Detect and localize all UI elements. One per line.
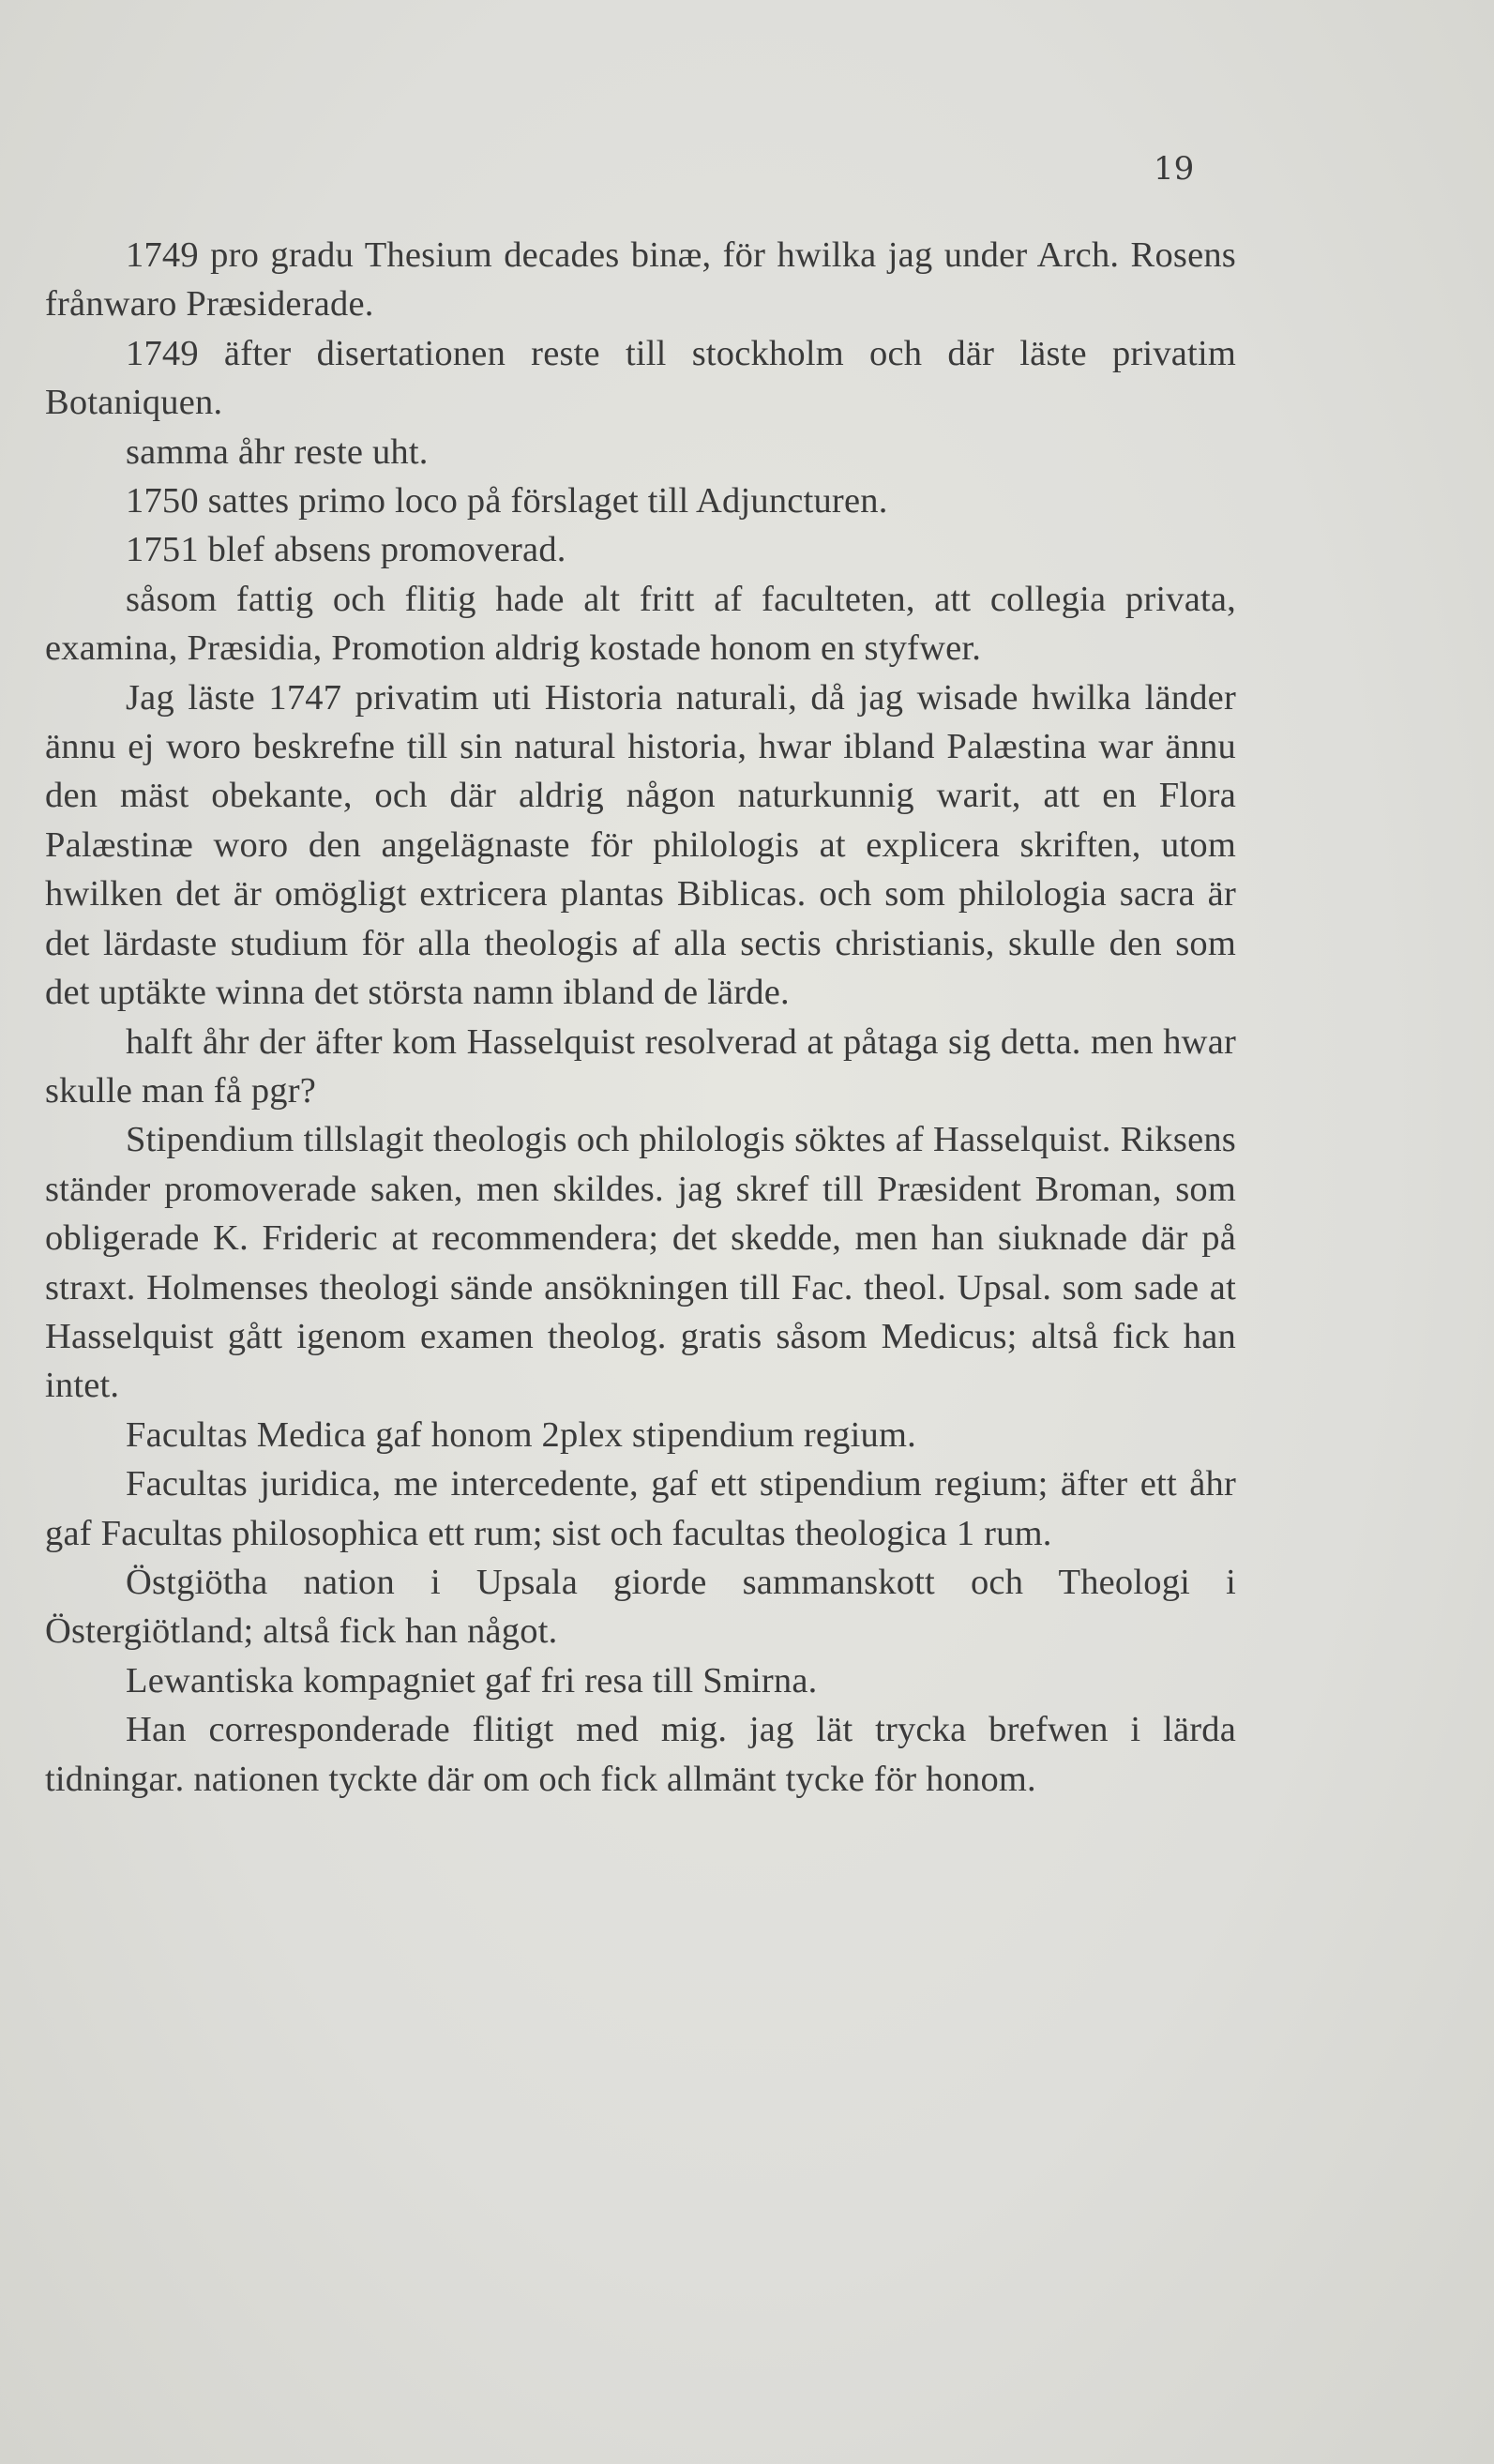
paragraph: Stipendium tillslagit theologis och philologis söktes af Hasselquist. Riksens ständer promoverade saken, men skildes. jag skref till Præsident Broman, som obligerade K. Frideric at recommendera; det skedde, men han siuknade där på straxt. Holmenses theologi sände ansökningen till Fac. theol. Upsal. som sade at Hasselquist gått igenom examen theolog. gratis såsom Medicus; altså fick han intet.	[45, 1120, 1236, 1406]
paragraph: Facultas juridica, me intercedente, gaf ett stipendium regium; äfter ett åhr gaf Facultas philosophica ett rum; sist och facultas theologica 1 rum.	[45, 1464, 1236, 1553]
paragraph: 1751 blef absens promoverad.	[126, 530, 566, 570]
paragraph: halft åhr der äfter kom Hasselquist resolverad at påtaga sig detta. men hwar skulle man få pgr?	[45, 1021, 1236, 1111]
page-number: 19	[1154, 150, 1195, 188]
paragraph: Han corresponderade flitigt med mig. jag lät trycka brefwen i lärda tidningar. nationen tyckte där om och fick allmänt tycke för honom.	[45, 1710, 1236, 1799]
paragraph: Jag läste 1747 privatim uti Historia naturali, då jag wisade hwilka länder ännu ej woro beskrefne till sin natural historia, hwar ibland Palæstina war ännu den mäst obekante, och där aldrig någon naturkunnig warit, att en Flora Palæstinæ woro den angelägnaste för philologis at explicera skriften, utom hwilken det är omögligt extricera plantas Biblicas. och som philologia sacra är det lärdaste studium för alla theologis af alla sectis christianis, skulle den som det uptäkte winna det största namn ibland de lärde.	[45, 677, 1236, 1013]
paragraph: såsom fattig och flitig hade alt fritt af faculteten, att collegia privata, examina, Præsidia, Promotion aldrig kostade honom en styfwer.	[45, 579, 1236, 669]
paragraph: Facultas Medica gaf honom 2plex stipendium regium.	[126, 1414, 916, 1455]
body-text	[45, 231, 1236, 1804]
paragraph: Lewantiska kompagniet gaf fri resa till Smirna.	[126, 1660, 818, 1701]
paragraph: 1749 pro gradu Thesium decades binæ, för hwilka jag under Arch. Rosens frånwaro Præsiderade.	[45, 235, 1236, 325]
paragraph: 1749 äfter disertationen reste till stockholm och där läste privatim Botaniquen.	[45, 333, 1236, 423]
paragraph: Östgiötha nation i Upsala giorde sammanskott och Theologi i Östergiötland; altså fick han något.	[45, 1562, 1236, 1652]
paragraph: 1750 sattes primo loco på förslaget till Adjuncturen.	[126, 481, 888, 522]
paragraph: samma åhr reste uht.	[126, 431, 429, 472]
